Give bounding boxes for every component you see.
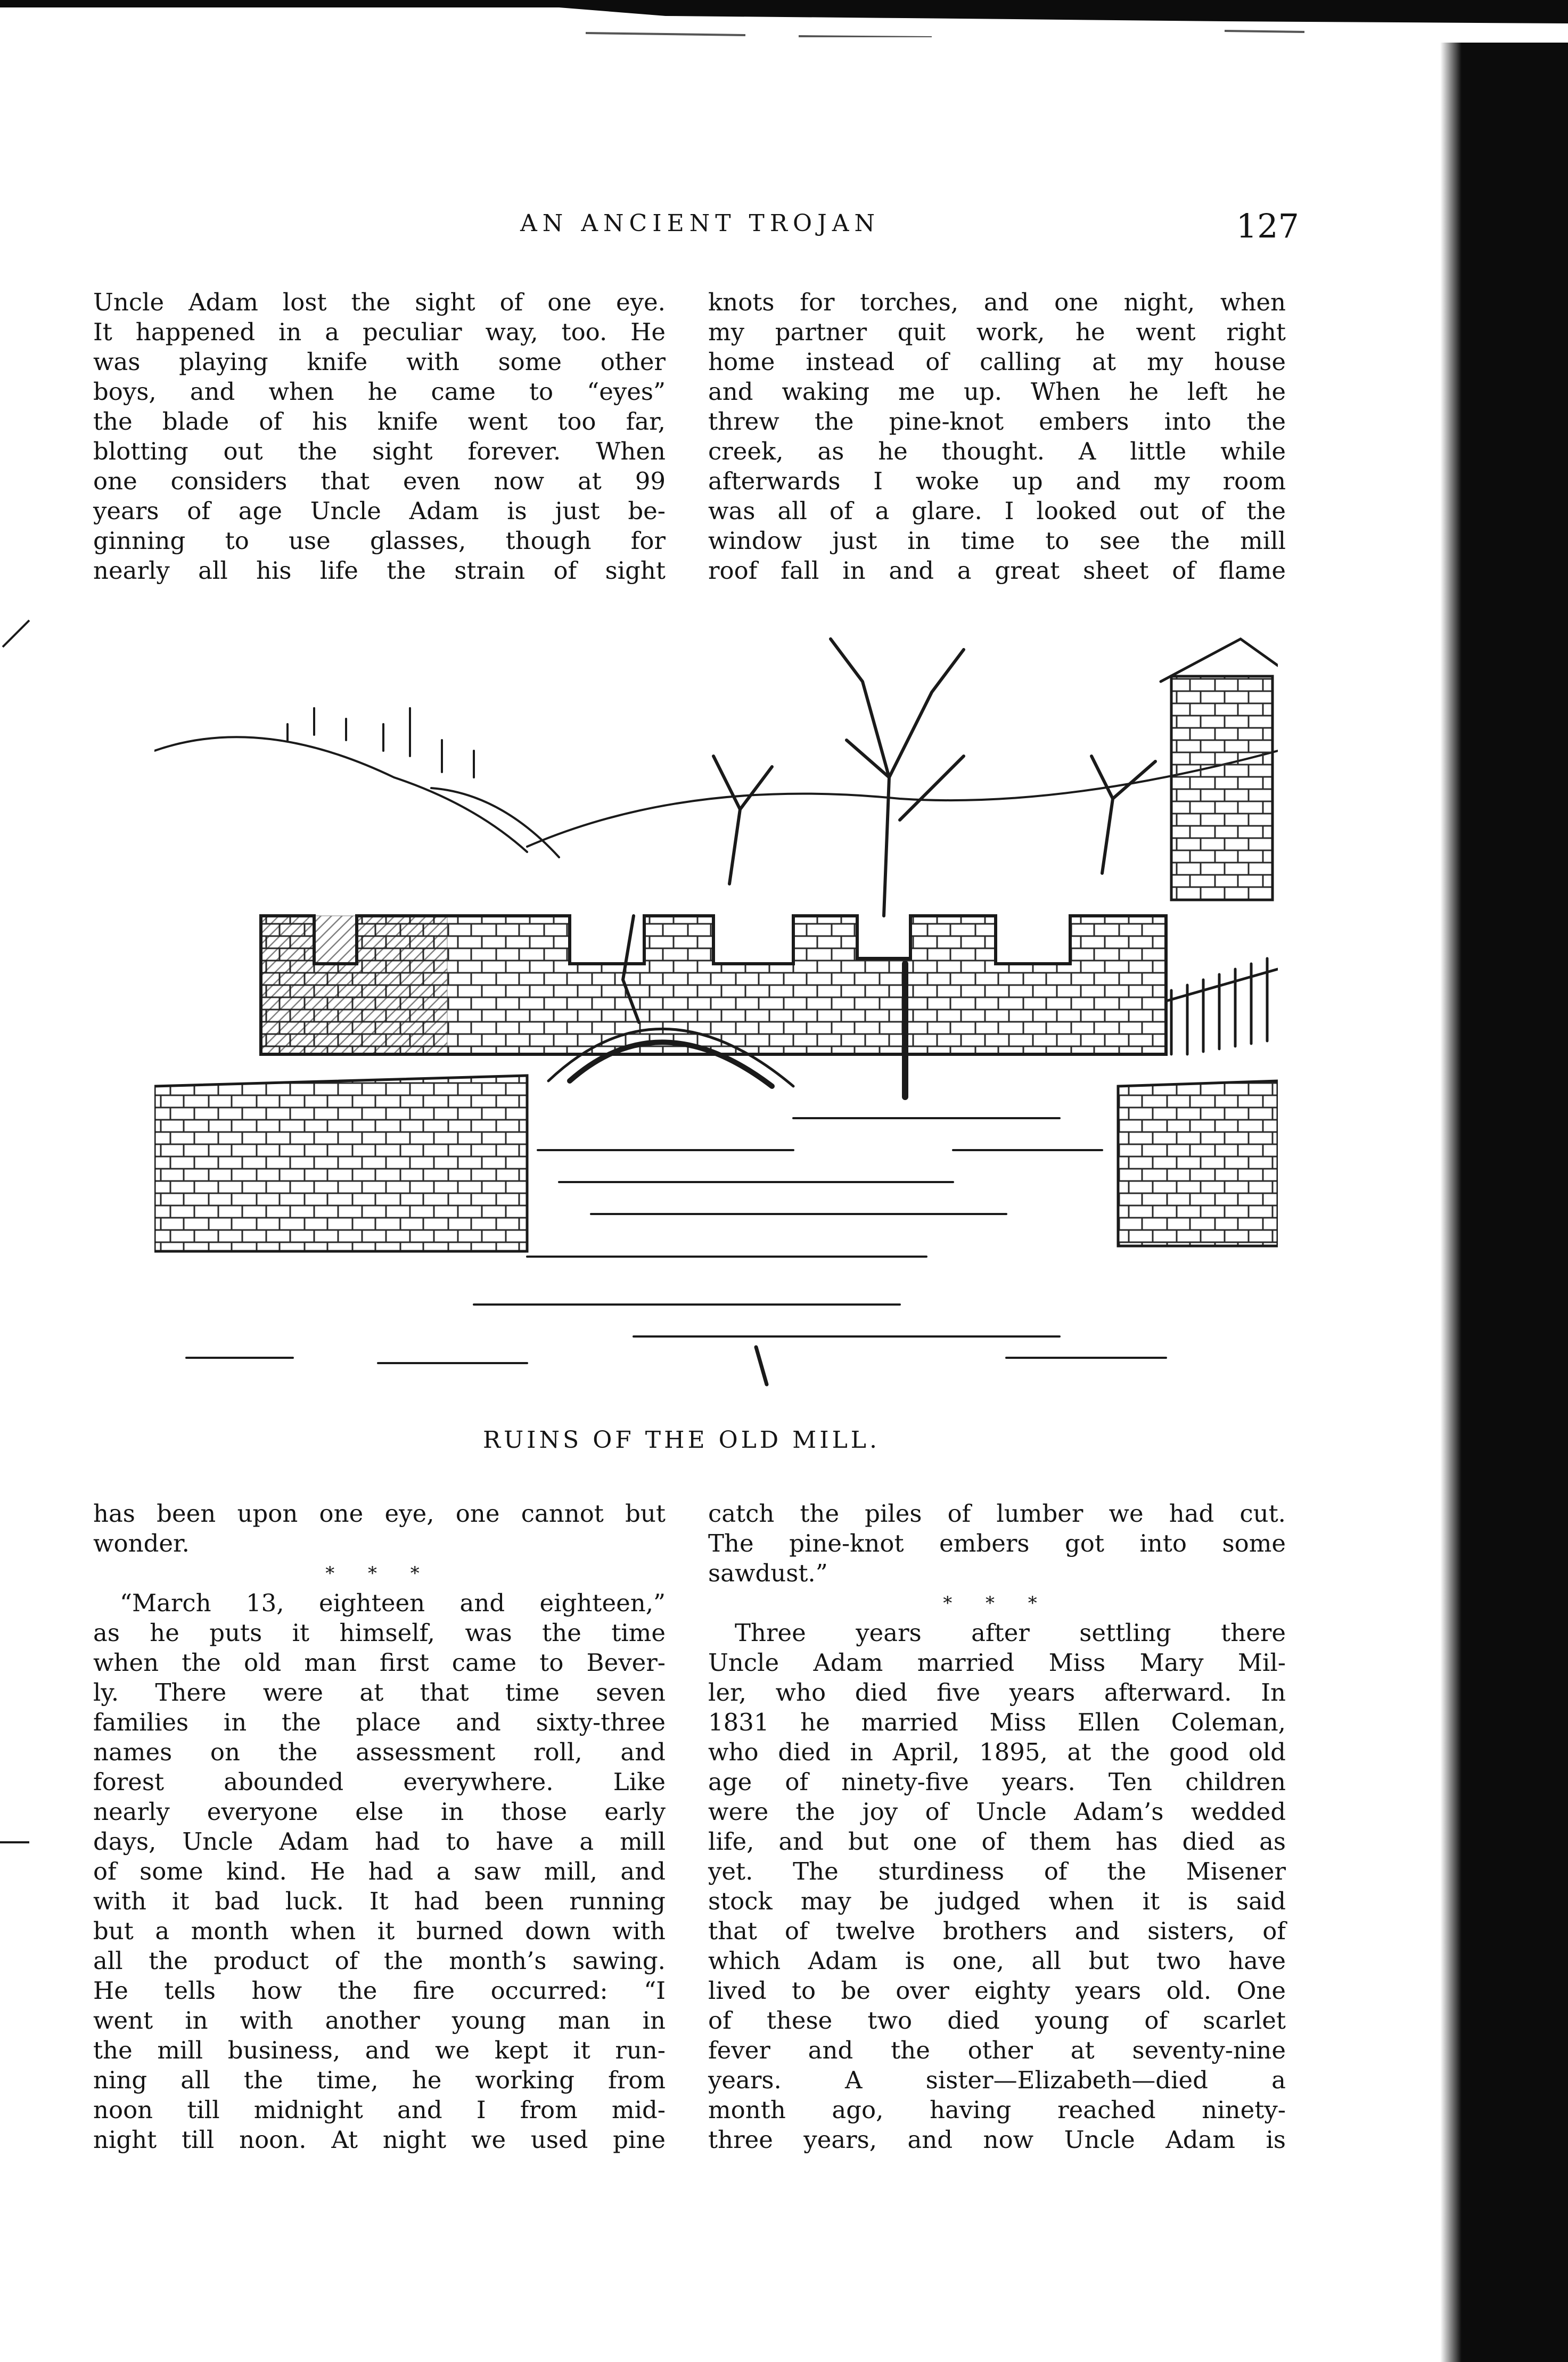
text-line: nearly everyone else in those early [93, 1798, 666, 1826]
text-line: forest abounded everywhere. Like [93, 1768, 666, 1796]
column-bottom-right [708, 1499, 1286, 2155]
text-line: knots for torches, and one night, when [708, 288, 1286, 316]
text-line: were the joy of Uncle Adam’s wedded [708, 1798, 1286, 1826]
page-top-edge [0, 0, 1568, 37]
text-line: years. A sister—Elizabeth—died a [708, 2066, 1286, 2094]
text-line: The pine-knot embers got into some [708, 1529, 1286, 1557]
text-line: ginning to use glasses, though for [93, 527, 666, 555]
text-line: noon till midnight and I from mid- [93, 2096, 666, 2124]
background-hills [154, 708, 1278, 857]
text-line: life, and but one of them has died as [708, 1827, 1286, 1856]
text-line: lived to be over eighty years old. One [708, 1976, 1286, 2005]
text-line: fever and the other at seventy-nine [708, 2036, 1286, 2064]
text-line: when the old man first came to Bever- [93, 1649, 666, 1677]
text-line: creek, as he thought. A little while [708, 437, 1286, 465]
text-line: went in with another young man in [93, 2006, 666, 2035]
text-line: days, Uncle Adam had to have a mill [93, 1827, 666, 1856]
text-line: boys, and when he came to “eyes” [93, 378, 666, 406]
text-line: It happened in a peculiar way, too. He [93, 318, 666, 346]
column-top-right [708, 288, 1286, 586]
text-line: years of age Uncle Adam is just be- [93, 497, 666, 525]
text-line: with it bad luck. It had been running [93, 1887, 666, 1915]
text-line: ler, who died five years afterward. In [708, 1678, 1286, 1707]
text-line: three years, and now Uncle Adam is [708, 2126, 1286, 2154]
column-top-left [93, 288, 666, 586]
text-line: Three years after settling there [735, 1619, 1286, 1647]
illustration-caption: RUINS OF THE OLD MILL. [482, 1426, 881, 1454]
text-line: age of ninety-five years. Ten children [708, 1768, 1286, 1796]
text-line: blotting out the sight forever. When [93, 437, 666, 465]
text-line: of these two died young of scarlet [708, 2006, 1286, 2035]
fence [1166, 958, 1278, 1054]
text-line: has been upon one eye, one cannot but [93, 1499, 666, 1528]
text-line: that of twelve brothers and sisters, of [708, 1917, 1286, 1945]
foreground-walls [154, 1076, 1278, 1251]
text-line: stock may be judged when it is said [708, 1887, 1286, 1915]
text-line: afterwards I woke up and my room [708, 467, 1286, 495]
margin-mark [0, 1834, 32, 1850]
text-line: catch the piles of lumber we had cut. [708, 1499, 1286, 1528]
text-line: home instead of calling at my house [708, 348, 1286, 376]
text-line: and waking me up. When he left he [708, 378, 1286, 406]
text-line: “March 13, eighteen and eighteen,” [120, 1589, 666, 1617]
text-line: as he puts it himself, was the time [93, 1619, 666, 1647]
text-line: families in the place and sixty-three [93, 1708, 666, 1736]
text-line: nearly all his life the strain of sight [93, 556, 666, 585]
margin-mark [0, 618, 32, 650]
text-line: who died in April, 1895, at the good old [708, 1738, 1286, 1766]
text-line: sawdust.” [708, 1559, 828, 1587]
text-line: was all of a glare. I looked out of the [708, 497, 1286, 525]
text-line: ning all the time, he working from [93, 2066, 666, 2094]
text-line: Uncle Adam married Miss Mary Mil- [708, 1649, 1286, 1677]
section-break: * * * [325, 1563, 433, 1584]
text-line: Uncle Adam lost the sight of one eye. [93, 288, 666, 316]
text-line: month ago, having reached ninety- [708, 2096, 1286, 2124]
text-line: my partner quit work, he went right [708, 318, 1286, 346]
text-line: but a month when it burned down with [93, 1917, 666, 1945]
running-head: AN ANCIENT TROJAN [520, 210, 880, 237]
text-line: window just in time to see the mill [708, 527, 1286, 555]
text-line: roof fall in and a great sheet of flame [708, 556, 1286, 585]
text-line: threw the pine-knot embers into the [708, 407, 1286, 436]
text-line: the mill business, and we kept it run- [93, 2036, 666, 2064]
text-line: all the product of the month’s sawing. [93, 1947, 666, 1975]
text-line: 1831 he married Miss Ellen Coleman, [708, 1708, 1286, 1736]
building-right [1161, 639, 1278, 900]
text-line: yet. The sturdiness of the Misener [708, 1857, 1286, 1885]
text-line: the blade of his knife went too far, [93, 407, 666, 436]
text-line: names on the assessment roll, and [93, 1738, 666, 1766]
text-line: was playing knife with some other [93, 348, 666, 376]
mill-ruins-illustration [154, 618, 1278, 1395]
scan-dark-margin [1440, 43, 1568, 2362]
text-line: of some kind. He had a saw mill, and [93, 1857, 666, 1885]
text-line: wonder. [93, 1529, 190, 1557]
text-line: He tells how the fire occurred: “I [93, 1976, 666, 2005]
text-line: which Adam is one, all but two have [708, 1947, 1286, 1975]
text-line: ly. There were at that time seven [93, 1678, 666, 1707]
bare-trees [713, 639, 1155, 916]
text-line: one considers that even now at 99 [93, 467, 666, 495]
page-number: 127 [1236, 207, 1299, 245]
column-bottom-left [93, 1499, 666, 2155]
section-break: * * * [943, 1593, 1051, 1614]
text-line: night till noon. At night we used pine [93, 2126, 666, 2154]
mill-walls [261, 916, 1166, 1097]
